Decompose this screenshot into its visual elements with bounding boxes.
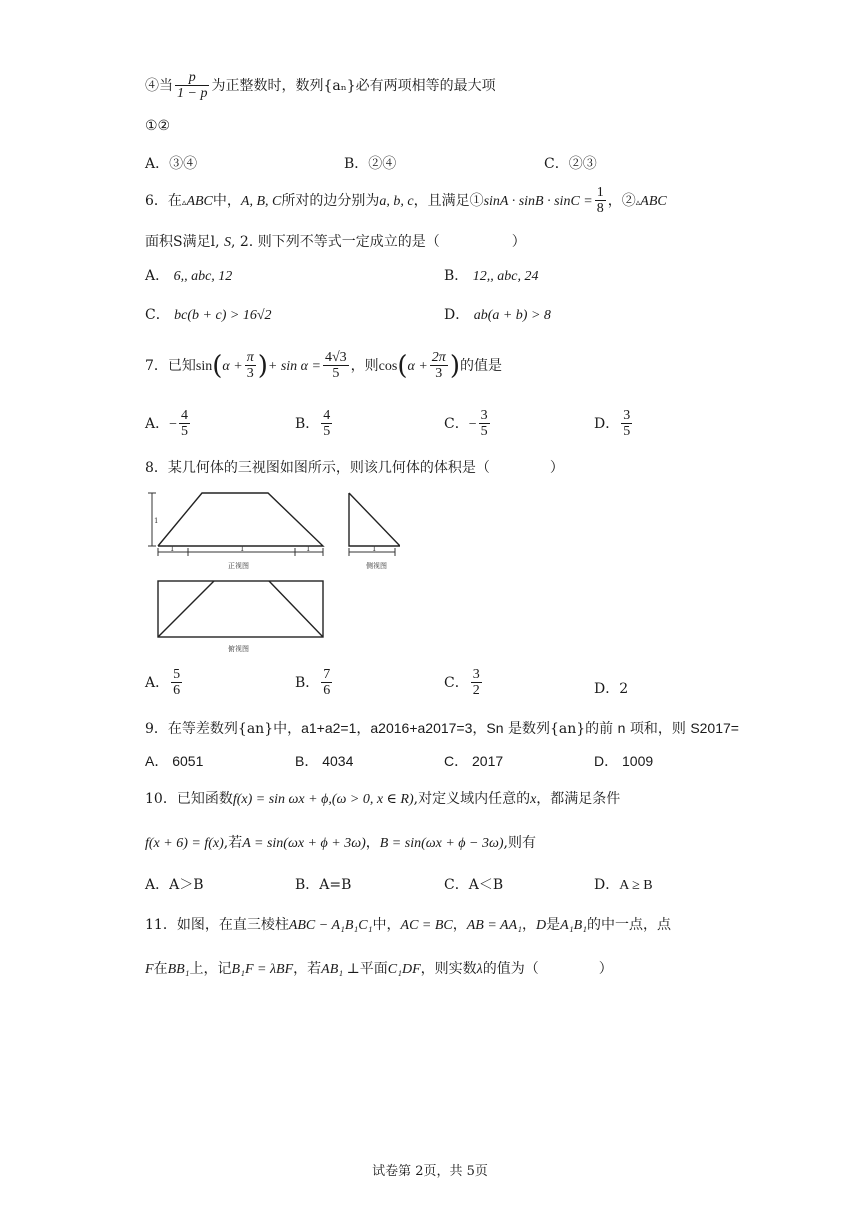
q6-line2: 面积S满足l, S, 2. 则下列不等式一定成立的是（ ） xyxy=(145,234,526,250)
q10-option-c[interactable]: C．A＜B xyxy=(444,877,504,893)
front-left-dim: 1 xyxy=(170,545,175,553)
page-footer: 试卷第 2页，共 5页 xyxy=(372,1164,488,1179)
front-right-dim: 1 xyxy=(306,545,311,553)
q10-option-b[interactable]: B．A=B xyxy=(295,877,352,893)
q8-option-a[interactable]: A． $\frac{5}{6}$ xyxy=(145,667,181,699)
front-height-dim: 1 xyxy=(154,517,159,525)
q10-line1: 10．已知函数f(x) = sin ωx + ϕ,(ω > 0, x ∈ R),对定义域内任意的x，都满足条件 xyxy=(145,791,621,807)
q7-option-c[interactable]: C．− $\frac{3}{5}$ xyxy=(444,408,488,440)
q8-option-c[interactable]: C． $\frac{3}{2}$ xyxy=(444,667,480,699)
q8-option-b[interactable]: B． $\frac{7}{6}$ xyxy=(295,667,331,699)
q7-stem: 7．已知sin(α + $\frac{\pi}{3}$ )+ sin α = $\frac{4√3}{5}$ ，则cos(α + $\frac{2\pi}{3}$ )的值是 xyxy=(145,350,502,382)
q9-option-d[interactable]: D． 1009 xyxy=(594,753,654,769)
q5-option-b[interactable]: B．②④ xyxy=(344,156,397,172)
q8-stem: 8．某几何体的三视图如图所示，则该几何体的体积是（ ） xyxy=(145,460,564,476)
q6-option-b[interactable]: B． 12,, abc, 24 xyxy=(444,268,539,284)
top-view xyxy=(158,581,323,637)
top-view-label: 俯视图 xyxy=(228,645,249,653)
q7-option-d[interactable]: D． $\frac{3}{5}$ xyxy=(594,408,631,440)
q6-option-d[interactable]: D． ab(a + b) > 8 xyxy=(444,307,551,323)
q5-fraction: $\frac{p}{1 - p}$ xyxy=(177,70,208,102)
q5-item4: ④当 $\frac{p}{1 - p}$ 为正整数时，数列{aₙ}必有两项相等的最大项 xyxy=(145,70,496,102)
q5-option-a[interactable]: A．③④ xyxy=(145,156,198,172)
q6-option-c[interactable]: C． bc(b + c) > 16√2 xyxy=(145,307,272,323)
q8-option-d[interactable]: D．2 xyxy=(594,681,629,697)
front-view-label: 正视图 xyxy=(228,562,249,570)
q9-option-a[interactable]: A． 6051 xyxy=(145,753,204,769)
q11-line1: 11．如图，在直三棱柱ABC − A₁B₁C₁中，AC = BC，AB = AA₁，D是A₁B₁的中一点，点 xyxy=(145,917,671,933)
q10-line2: f(x + 6) = f(x),若A = sin(ωx + ϕ + 3ω)，B = sin(ωx + ϕ − 3ω),则有 xyxy=(145,835,536,851)
q7-option-a[interactable]: A．− $\frac{4}{5}$ xyxy=(145,408,189,440)
side-view xyxy=(349,493,400,546)
q5-stray: ①② xyxy=(145,118,171,134)
side-view-label: 侧视图 xyxy=(366,562,387,570)
side-width-dim: 1 xyxy=(372,545,377,553)
q9-stem: 9．在等差数列{an}中，a1+a2=1，a2016+a2017=3，Sn 是数列{an}的前 n 项和，则 S2017= xyxy=(145,720,739,737)
q9-option-b[interactable]: B． 4034 xyxy=(295,753,354,769)
q5-option-c[interactable]: C．②③ xyxy=(544,156,597,172)
q7-option-b[interactable]: B． $\frac{4}{5}$ xyxy=(295,408,331,440)
q10-option-d[interactable]: D．A ≥ B xyxy=(594,877,653,893)
q6-line1: 6．在▵ABC中，A, B, C所对的边分别为a, b, c，且满足①sinA · sinB · sinC = $\frac{1}{8}$ ，②▵ABC xyxy=(145,185,667,217)
q9-option-c[interactable]: C． 2017 xyxy=(444,753,504,769)
q10-option-a[interactable]: A．A＞B xyxy=(145,877,204,893)
three-view-figure xyxy=(140,485,400,655)
front-view xyxy=(158,493,323,546)
front-mid-dim: 1 xyxy=(240,545,245,553)
q6-option-a[interactable]: A． 6,, abc, 12 xyxy=(145,268,233,284)
q11-line2: F在BB₁上，记B₁F = λBF，若AB₁ ⊥平面C₁DF，则实数λ的值为（ ） xyxy=(145,961,613,977)
